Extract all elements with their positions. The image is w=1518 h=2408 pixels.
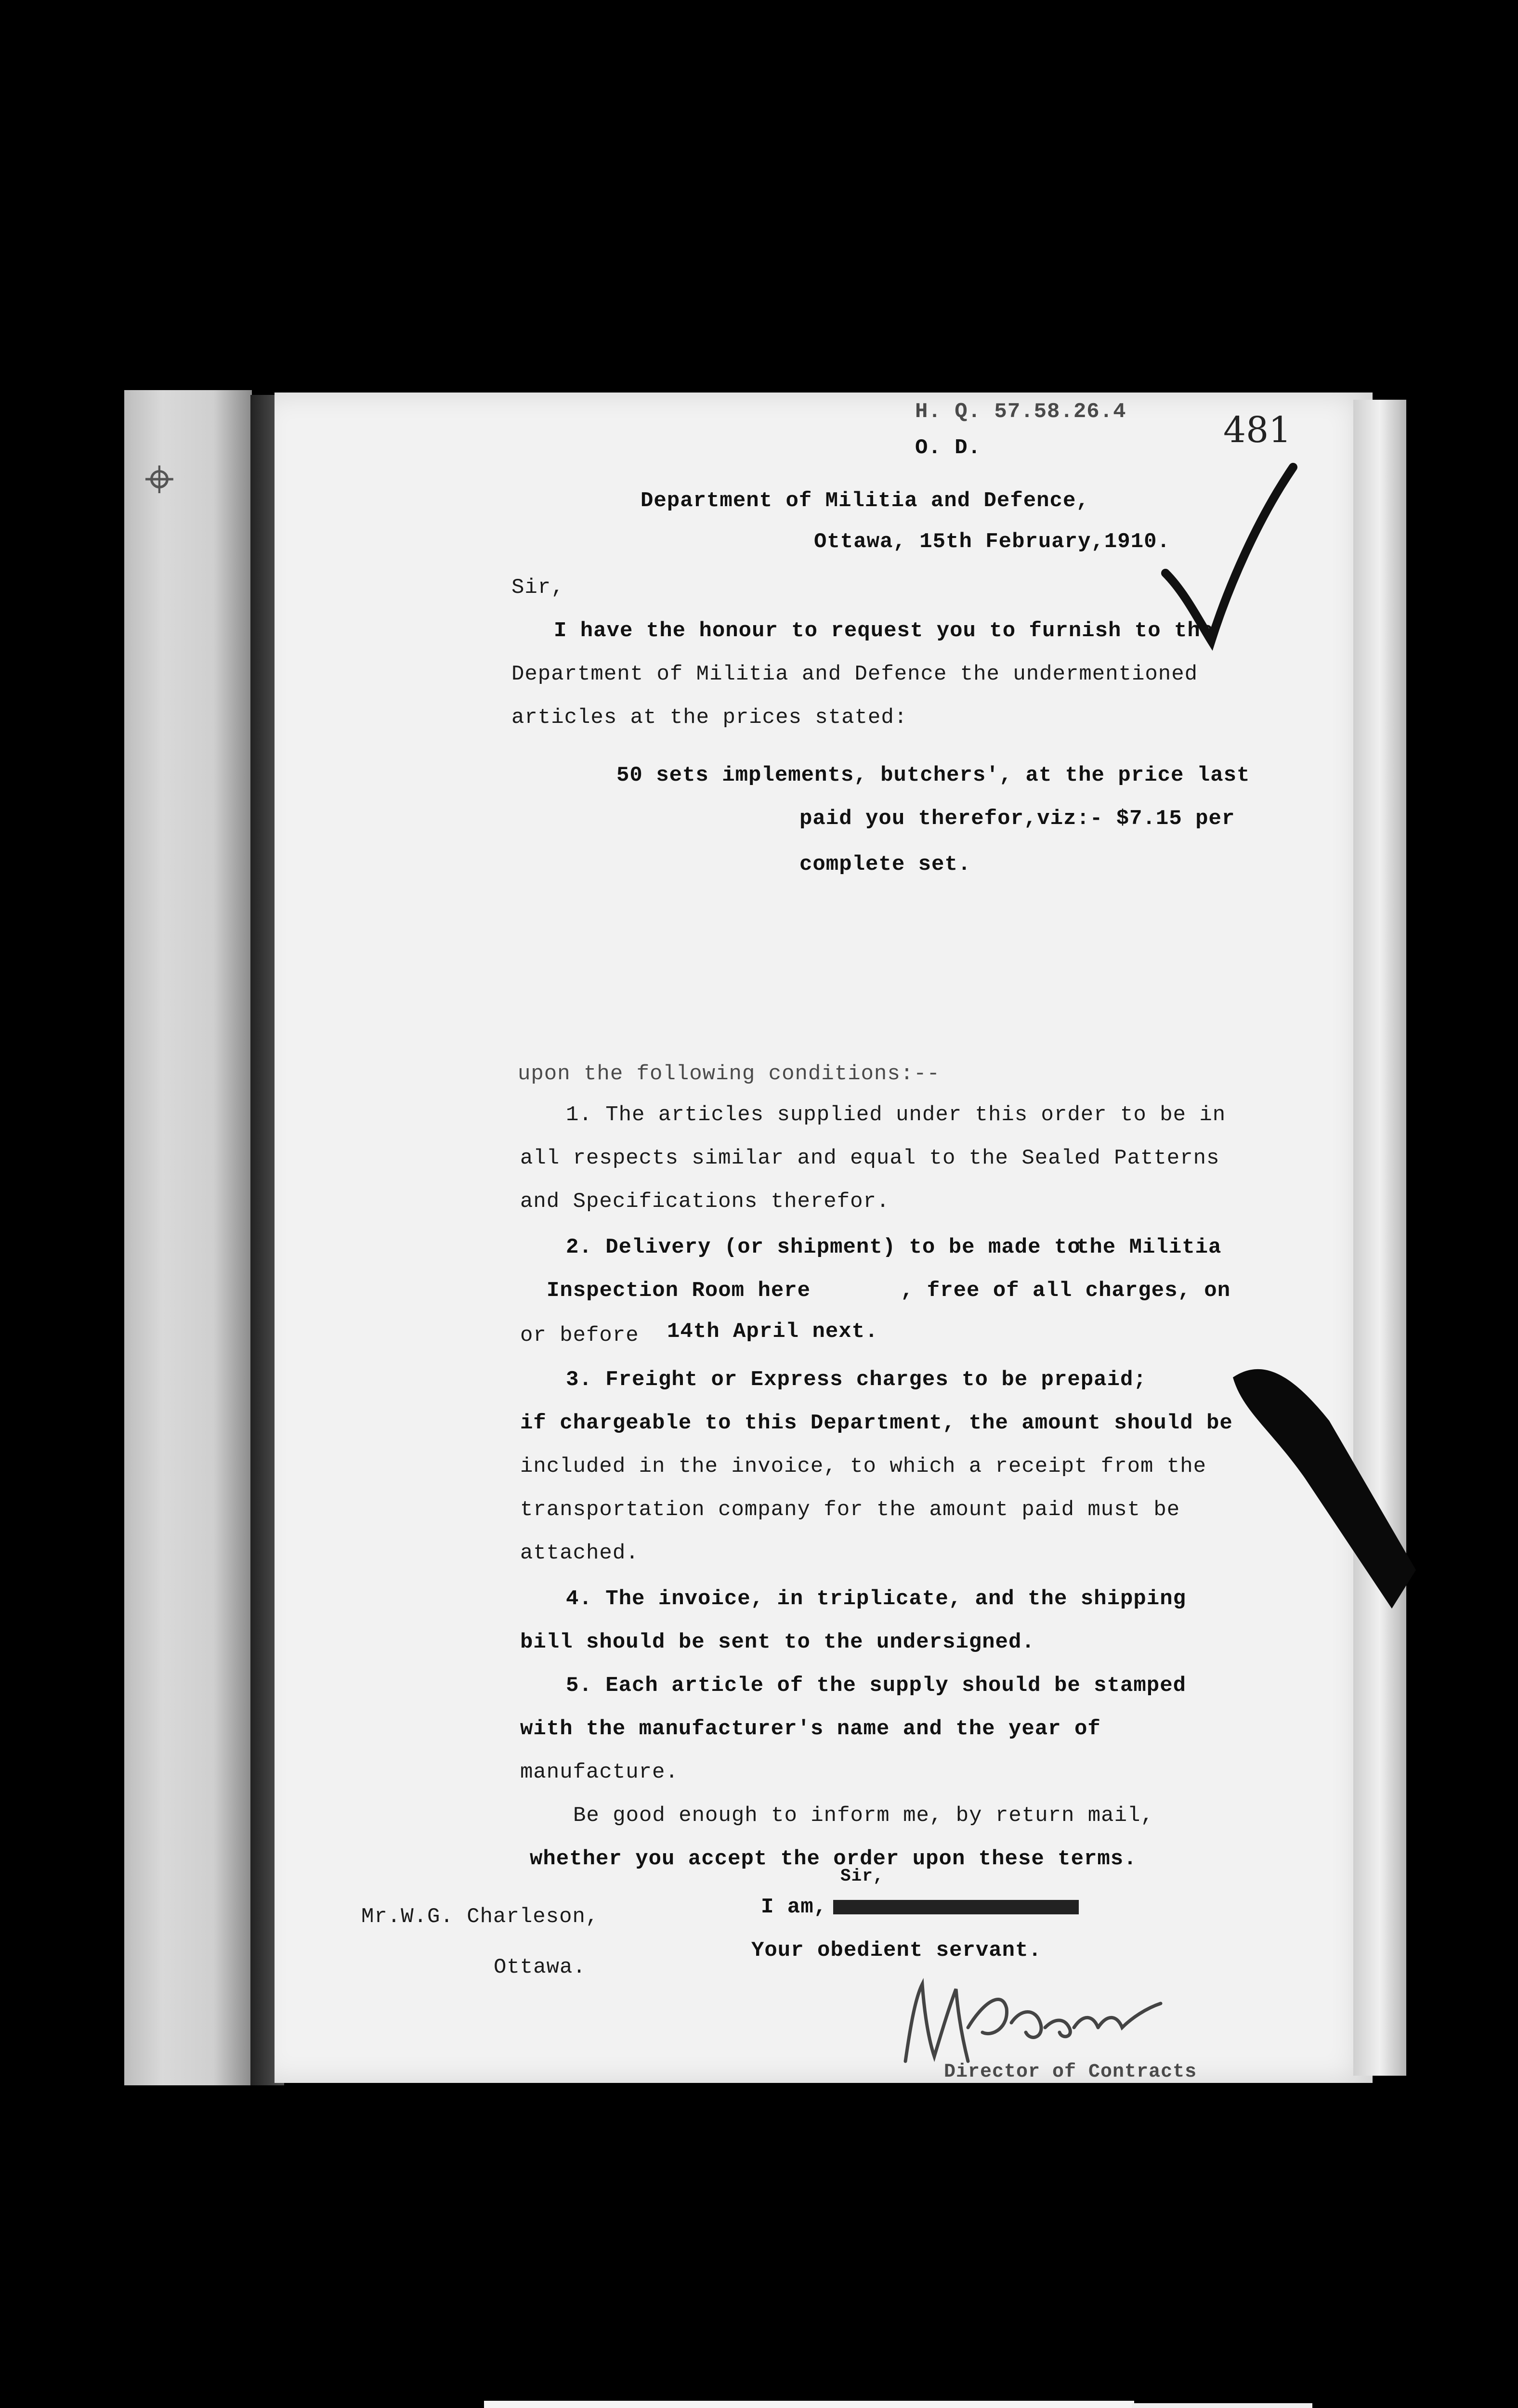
item-line: complete set. — [799, 852, 971, 877]
signer-title: Director of Contracts — [944, 2061, 1197, 2083]
i-am: I am, — [761, 1895, 827, 1919]
intro-line: Department of Militia and Defence the undermentioned — [511, 662, 1198, 686]
intro-line: articles at the prices stated: — [511, 706, 908, 730]
item-line: 50 sets implements, butchers', at the price last — [616, 763, 1250, 787]
condition-1: 1. The articles supplied under this order to be in — [566, 1103, 1226, 1127]
file-reference-od: O. D. — [915, 436, 981, 460]
condition-1: and Specifications therefor. — [520, 1190, 890, 1214]
condition-5: manufacture. — [520, 1760, 679, 1784]
sir-insert: Sir, — [840, 1866, 884, 1886]
condition-2: , free of all charges, on — [901, 1279, 1231, 1303]
intro-line: I have the honour to request you to furnish to the — [554, 619, 1214, 643]
poor-copies-label — [1132, 2403, 1312, 2408]
condition-4: bill should be sent to the undersigned. — [520, 1630, 1035, 1654]
pen-shadow — [1233, 1358, 1416, 1609]
film-left-strip — [124, 390, 252, 2085]
page-number: 481 — [1223, 409, 1292, 451]
delivery-destination: the Militia — [1076, 1235, 1222, 1259]
closing-line: whether you accept the order upon these terms. — [530, 1847, 1137, 1871]
condition-4: 4. The invoice, in triplicate, and the shipping — [566, 1587, 1187, 1611]
margin-mark: ⌖ — [144, 448, 174, 510]
condition-5: 5. Each article of the supply should be stamped — [566, 1674, 1187, 1698]
obedient-servant: Your obedient servant. — [751, 1938, 1042, 1963]
place-date: Ottawa, 15th February,1910. — [814, 530, 1170, 554]
condition-2: or before — [520, 1323, 639, 1348]
condition-5: with the manufacturer's name and the year of — [520, 1717, 1101, 1741]
page-edge — [1353, 400, 1406, 2076]
addressee-name: Mr.W.G. Charleson, — [361, 1905, 599, 1929]
condition-3: transportation company for the amount paid must be — [520, 1498, 1180, 1522]
delivery-date: 14th April next. — [667, 1320, 878, 1344]
condition-3: if chargeable to this Department, the amount should be — [520, 1411, 1233, 1435]
delivery-destination: Inspection Room here — [547, 1279, 811, 1303]
addressee-city: Ottawa. — [494, 1955, 586, 1979]
source-citation-label — [484, 2401, 1134, 2408]
condition-3: attached. — [520, 1541, 639, 1565]
condition-1: all respects similar and equal to the Sealed Patterns — [520, 1146, 1220, 1170]
conditions-heading: upon the following conditions:-- — [518, 1062, 940, 1086]
condition-3: included in the invoice, to which a receipt from the — [520, 1454, 1207, 1479]
department-line: Department of Militia and Defence, — [641, 489, 1089, 513]
condition-3: 3. Freight or Express charges to be prepaid; — [566, 1368, 1147, 1392]
file-reference: H. Q. 57.58.26.4 — [915, 400, 1126, 424]
struck-text — [833, 1900, 1079, 1914]
closing-line: Be good enough to inform me, by return mail, — [573, 1804, 1154, 1828]
item-line: paid you therefor,viz:- $7.15 per — [799, 807, 1235, 831]
salutation: Sir, — [511, 576, 564, 600]
condition-2: 2. Delivery (or shipment) to be made to — [566, 1235, 1081, 1259]
